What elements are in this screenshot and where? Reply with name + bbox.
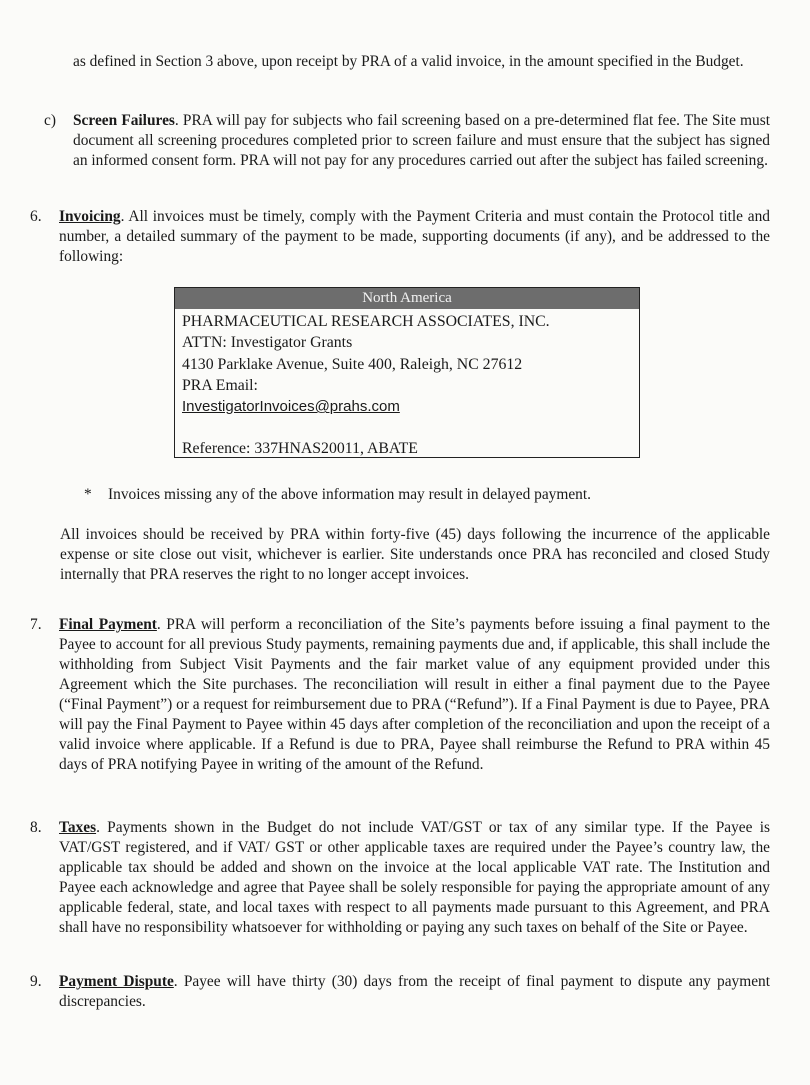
invoice-note bbox=[84, 485, 774, 505]
address-region-header: North America bbox=[175, 288, 639, 309]
section-number: 8. bbox=[30, 819, 42, 836]
section-final-payment bbox=[30, 615, 770, 775]
address-street: 4130 Parklake Avenue, Suite 400, Raleigh, NC 27612 bbox=[182, 355, 523, 373]
section-heading: Final Payment bbox=[59, 616, 157, 633]
receipt-paragraph: All invoices should be received by PRA within forty-five (45) days following the incurrence of the applicable expense or site close out visit, whichever is earlier. Site understands once PRA has reconciled and closed Study internally that PRA reserves the right to no longer accept invoices. bbox=[60, 526, 770, 583]
address-email-label: PRA Email: bbox=[182, 376, 258, 394]
continuation-text: as defined in Section 3 above, upon receipt by PRA of a valid invoice, in the amount specified in the Budget. bbox=[73, 53, 744, 70]
address-reference: Reference: 337HNAS20011, ABATE bbox=[182, 440, 418, 458]
section-text: . PRA will perform a reconciliation of the Site’s payments before issuing a final payment to the Payee to account for all previous Study payments, remaining payments due and, if applicable, this shall include the withholding from Subject Visit Payments and the fair market value of any equipment provided under this Agreement which the Site purchases. The reconciliation will result in either a final payment due to the Payee (“Final Payment”) or a request for reimbursement due to PRA (“Refund”). If a Final Payment is due to Payee, PRA will pay the Final Payment to Payee within 45 days after completion of the reconciliation and upon the receipt of a valid invoice where applicable. If a Refund is due to PRA, Payee shall reimburse the Refund to PRA within 45 days of PRA notifying Payee in writing of the amount of the Refund. bbox=[59, 616, 771, 773]
section-heading: Invoicing bbox=[59, 208, 121, 225]
section-number: 9. bbox=[30, 973, 42, 990]
address-email-link[interactable]: InvestigatorInvoices@prahs.com bbox=[182, 398, 400, 416]
section-payment-dispute bbox=[30, 972, 770, 1012]
section-number: 7. bbox=[30, 616, 42, 633]
note-bullet: * bbox=[84, 486, 92, 503]
clause-heading: Screen Failures bbox=[73, 112, 175, 129]
section-invoicing bbox=[30, 207, 770, 267]
section-heading: Payment Dispute bbox=[59, 973, 174, 990]
note-text: Invoices missing any of the above information may result in delayed payment. bbox=[108, 486, 591, 503]
clause-screen-failures bbox=[44, 111, 770, 171]
section-text: . Payments shown in the Budget do not include VAT/GST or tax of any similar type. If the Payee is VAT/GST registered, and if VAT/ GST or other applicable taxes are required under the Payee’s country law, the applicable tax should be added and shown on the invoice at the local applicable VAT rate. The Institution and Payee each acknowledge and agree that Payee shall be solely responsible for paying the appropriate amount of any applicable federal, state, and local taxes with respect to all payments made pursuant to this Agreement, and PRA shall have no responsibility whatsoever for withholding or paying any such taxes on behalf of the Site or Payee. bbox=[59, 819, 770, 936]
address-attention: ATTN: Investigator Grants bbox=[182, 334, 353, 352]
section-text: . Payee will have thirty (30) days from the receipt of final payment to dispute any payment discrepancies. bbox=[59, 973, 771, 1010]
invoice-address-box bbox=[174, 287, 640, 458]
clause-text: . PRA will pay for subjects who fail screening based on a pre-determined flat fee. The Site must document all screening procedures completed prior to screen failure and must ensure that the subject has signed an informed consent form. PRA will not pay for any procedures carried out after the subject has failed screening. bbox=[73, 112, 770, 169]
section-heading: Taxes bbox=[59, 819, 97, 836]
section-taxes bbox=[30, 818, 770, 938]
section-number: 6. bbox=[30, 208, 42, 225]
address-company: PHARMACEUTICAL RESEARCH ASSOCIATES, INC. bbox=[182, 313, 550, 330]
section-text: . All invoices must be timely, comply with the Payment Criteria and must contain the Protocol title and number, a detailed summary of the payment to be made, supporting documents (if any), and be addressed to the following: bbox=[59, 208, 770, 265]
clause-label: c) bbox=[44, 112, 56, 129]
